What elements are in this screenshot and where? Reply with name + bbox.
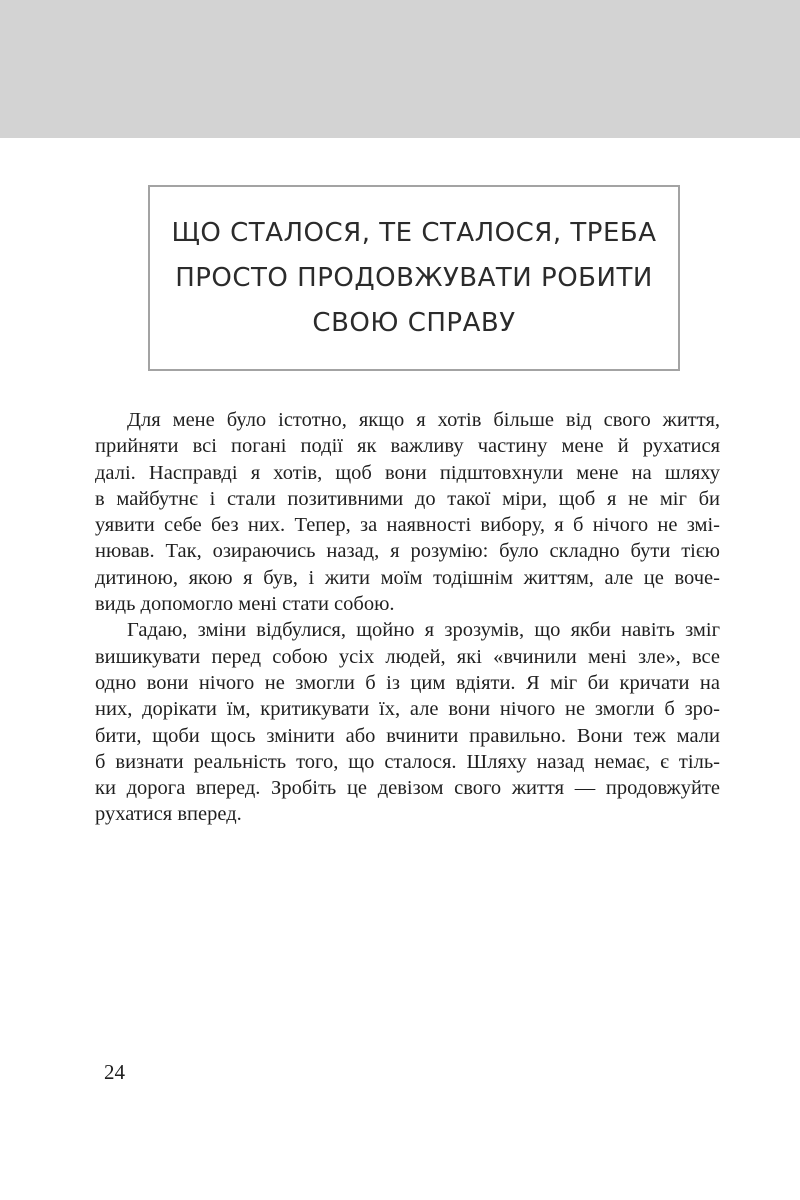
paragraph bbox=[95, 617, 720, 827]
text-line: вишикувати перед собою усіх людей, які «вчинили мені зле», все bbox=[95, 645, 720, 668]
text-line: далі. Насправді я хотів, щоб вони підштовхнули мене на шляху bbox=[95, 461, 720, 484]
paragraph bbox=[95, 407, 720, 617]
text-line: нював. Так, озираючись назад, я розумію: було складно бути тією bbox=[95, 540, 720, 563]
text-line: ки дорога вперед. Зробіть це девізом свого життя — продовжуйте bbox=[95, 777, 720, 800]
chapter-title-line: ЩО СТАЛОСЯ, ТЕ СТАЛОСЯ, ТРЕБА bbox=[171, 217, 657, 248]
text-line: прийняти всі погані події як важливу частину мене й рухатися bbox=[95, 435, 720, 458]
chapter-title-line: СВОЮ СПРАВУ bbox=[312, 307, 516, 338]
text-line: дитиною, якою я був, і жити моїм тодішнім життям, але це воче- bbox=[95, 566, 720, 589]
text-line: бити, щоби щось змінити або вчинити правильно. Вони теж мали bbox=[95, 724, 720, 747]
scanner-gray-band bbox=[0, 0, 800, 138]
body-text bbox=[95, 407, 720, 828]
text-line: б визнати реальність того, що сталося. Шляху назад немає, є тіль- bbox=[95, 750, 720, 773]
text-line: видь допомогло мені стати собою. bbox=[95, 593, 395, 616]
text-line: Гадаю, зміни відбулися, щойно я зрозумів, що якби навіть зміг bbox=[127, 619, 720, 642]
text-line: Для мене було істотно, якщо я хотів більше від свого життя, bbox=[127, 409, 720, 431]
chapter-title-line: ПРОСТО ПРОДОВЖУВАТИ РОБИТИ bbox=[175, 262, 653, 293]
text-line: них, дорікати їм, критикувати їх, але вони нічого не змогли б зро- bbox=[95, 698, 720, 721]
chapter-title-box bbox=[148, 185, 680, 371]
text-line: уявити себе без них. Тепер, за наявності вибору, я б нічого не змі- bbox=[95, 514, 720, 537]
text-line: одно вони нічого не змогли б із цим вдіяти. Я міг би кричати на bbox=[95, 671, 720, 694]
text-line: рухатися вперед. bbox=[95, 803, 242, 826]
text-line: в майбутнє і стали позитивними до такої міри, щоб я не міг би bbox=[95, 487, 720, 510]
page-number: 24 bbox=[104, 1060, 125, 1084]
